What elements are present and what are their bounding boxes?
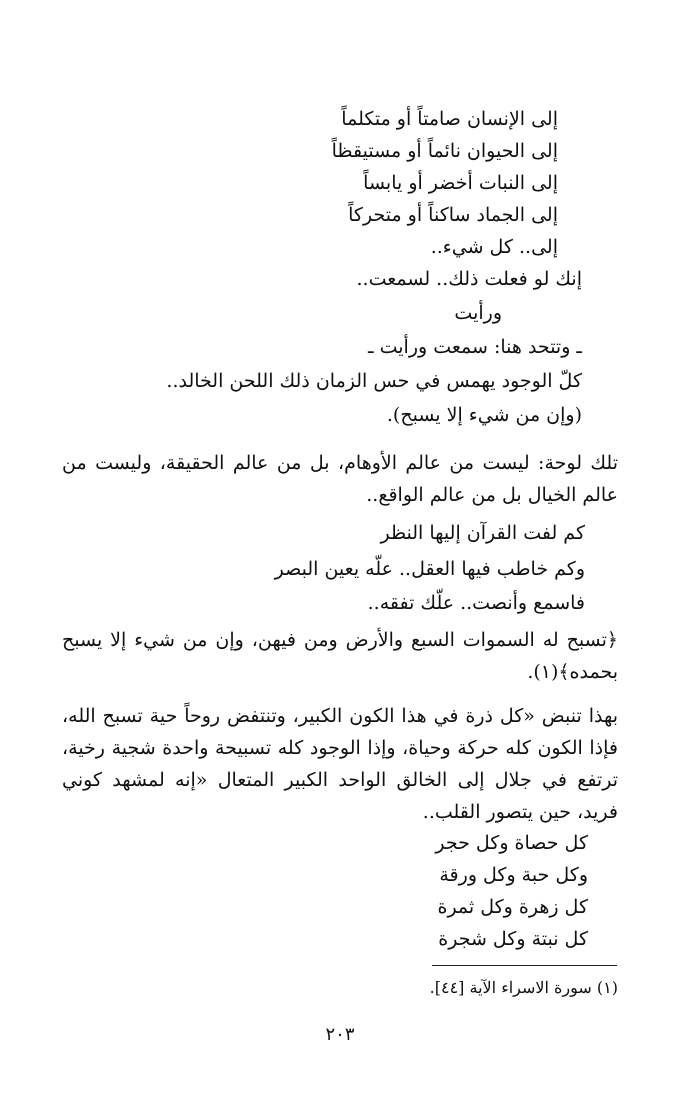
footnote: (١) سورة الاسراء الآية [٤٤].: [429, 978, 618, 997]
verse-line: كل حصاة وكل حجر: [435, 832, 588, 854]
paragraph-tasbih: بهذا تنبض «كل ذرة في هذا الكون الكبير، وتنتفض روحاً حية تسبح الله، فإذا الكون كله حركة وحياة، وإذا الوجود كله تسبيحة واحدة شجية رخية، ترتفع في جلال إلى الخالق الواحد الكبير المتعال «إنه لمشهد كوني فريد، حين يتصور القلب..: [62, 705, 618, 823]
verse-line: كل زهرة وكل ثمرة: [437, 896, 588, 918]
verse-line: فاسمع وأنصت.. علّك تفقه..: [367, 592, 585, 614]
verse-line: إلى الإنسان صامتاً أو متكلماً: [341, 108, 558, 130]
verse-line: إلى الحيوان نائماً أو مستيقظاً: [331, 140, 558, 162]
verse-line: (وإن من شيء إلا يسبح).: [386, 404, 582, 426]
verse-line: إلى النبات أخضر أو يابساً: [363, 172, 558, 194]
page-number: ٢٠٣: [325, 1024, 355, 1045]
verse-line: وكم خاطب فيها العقل.. علّه يعين البصر: [274, 558, 585, 580]
verse-line: إنك لو فعلت ذلك.. لسمعت..: [356, 268, 582, 290]
verse-line: ـ وتتحد هنا: سمعت ورأيت ـ: [367, 336, 582, 358]
verse-line: كلّ الوجود يهمس في حس الزمان ذلك اللحن الخالد..: [166, 370, 582, 392]
verse-line: كل نبتة وكل شجرة: [438, 928, 588, 950]
quran-quote: ﴿تسبح له السموات السبع والأرض ومن فيهن، وإن من شيء إلا يسبح بحمده﴾(١).: [62, 629, 618, 683]
footnote-divider: [432, 965, 617, 966]
paragraph-lawha: تلك لوحة: ليست من عالم الأوهام، بل من عالم الحقيقة، وليست من عالم الخيال بل من عالم الواقع..: [62, 452, 618, 506]
verse-line: ورأيت: [454, 302, 502, 324]
verse-line: وكل حبة وكل ورقة: [439, 864, 588, 886]
verse-line: إلى.. كل شيء..: [430, 236, 558, 258]
verse-line: كم لفت القرآن إليها النظر: [380, 522, 585, 544]
verse-line: إلى الجماد ساكناً أو متحركاً: [348, 204, 558, 226]
